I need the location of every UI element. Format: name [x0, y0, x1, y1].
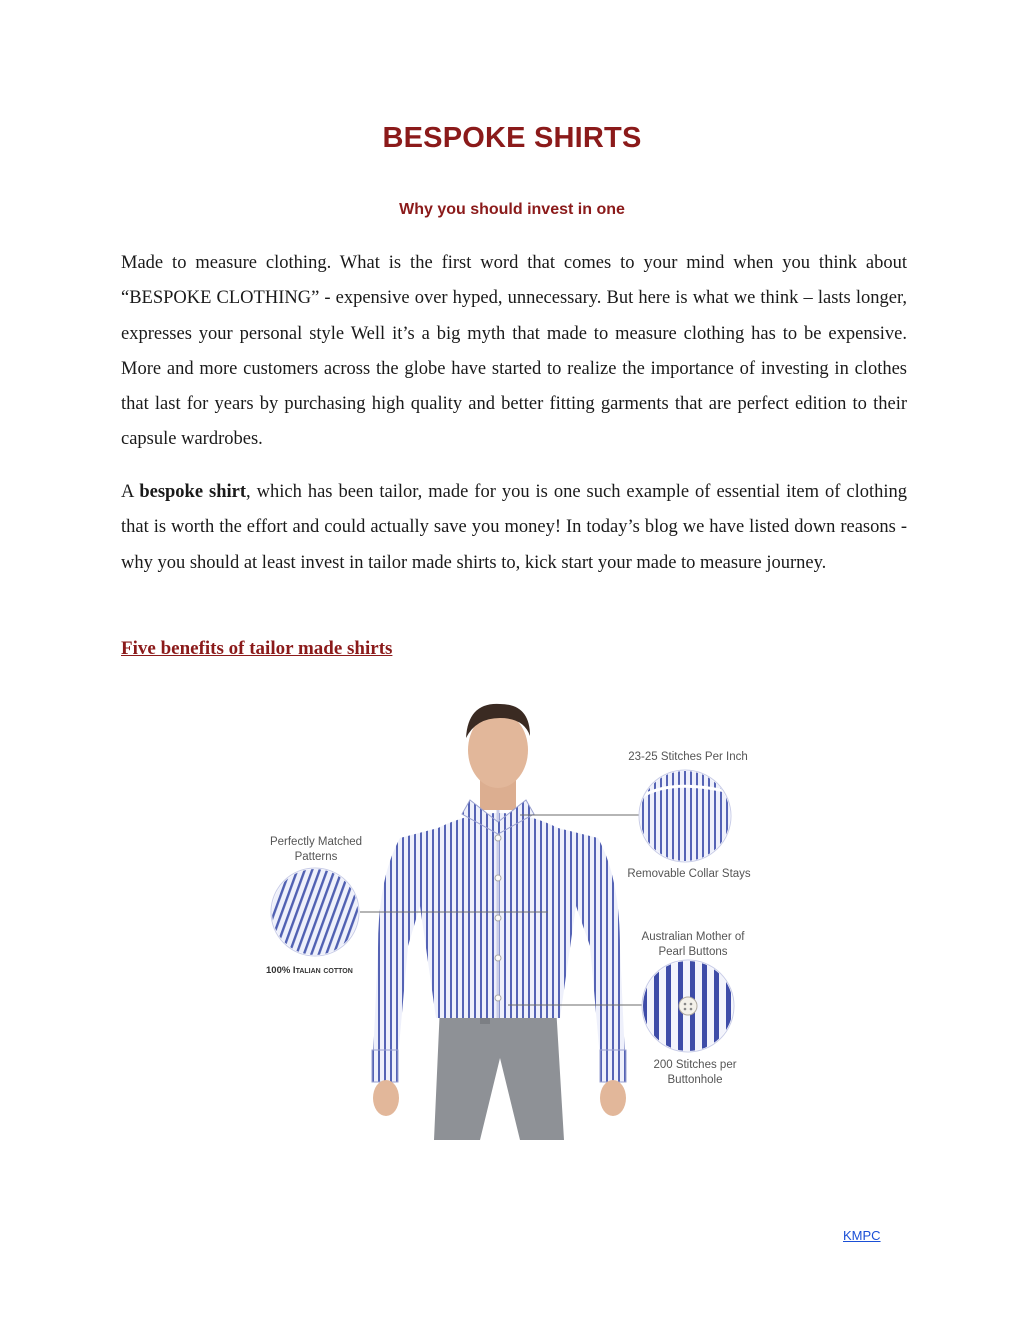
cotton-label: 100% Italian cotton [266, 965, 353, 976]
shirt-feature-figure [258, 688, 768, 1143]
button-detail-circle [641, 958, 735, 1052]
left-hand [373, 1080, 399, 1116]
paragraph-rest: , which has been tailor, made for you is one such example of essential item of clothing that is worth the effort and could actually save you money! In today’s blog we have listed down reasons -why you should at least invest in tailor made shirts to, kick start your made to measure journey. [121, 482, 907, 573]
patterns-detail-circle [268, 866, 362, 960]
bespoke-shirt-bold: bespoke shirt [139, 482, 247, 502]
bespoke-paragraph [121, 475, 907, 581]
page-title: BESPOKE SHIRTS [382, 122, 642, 154]
five-benefits-link[interactable]: Five benefits of tailor made shirts [121, 638, 393, 659]
right-hand [600, 1080, 626, 1116]
left-cuff [372, 1050, 398, 1082]
stitches-per-inch-label: 23-25 Stitches Per Inch [628, 751, 748, 763]
trousers [434, 1006, 564, 1140]
buttonhole-label: 200 Stitches per Buttonhole [653, 1059, 737, 1086]
collar-stays-label: Removable Collar Stays [627, 868, 751, 880]
pearl-buttons-label: Australian Mother of Pearl Buttons [641, 931, 745, 958]
matched-patterns-label: Perfectly Matched Patterns [269, 836, 363, 863]
paragraph-prefix: A [121, 482, 140, 502]
right-cuff [600, 1050, 626, 1082]
collar-detail-circle [638, 768, 732, 862]
kmpc-footer-link[interactable]: KMPC [843, 1228, 881, 1243]
page-subtitle: Why you should invest in one [399, 201, 625, 218]
intro-paragraph: Made to measure clothing. What is the first word that comes to your mind when you think about “BESPOKE CLOTHING” - expensive over hyped, unnecessary. But here is what we think – lasts longer, expresses your personal style Well it’s a big myth that made to measure clothing has to be expensive. More and more customers across the globe have started to realize the importance of investing in clothes that last for years by purchasing high quality and better fitting garments that are perfect edition to their capsule wardrobes. [121, 253, 907, 450]
